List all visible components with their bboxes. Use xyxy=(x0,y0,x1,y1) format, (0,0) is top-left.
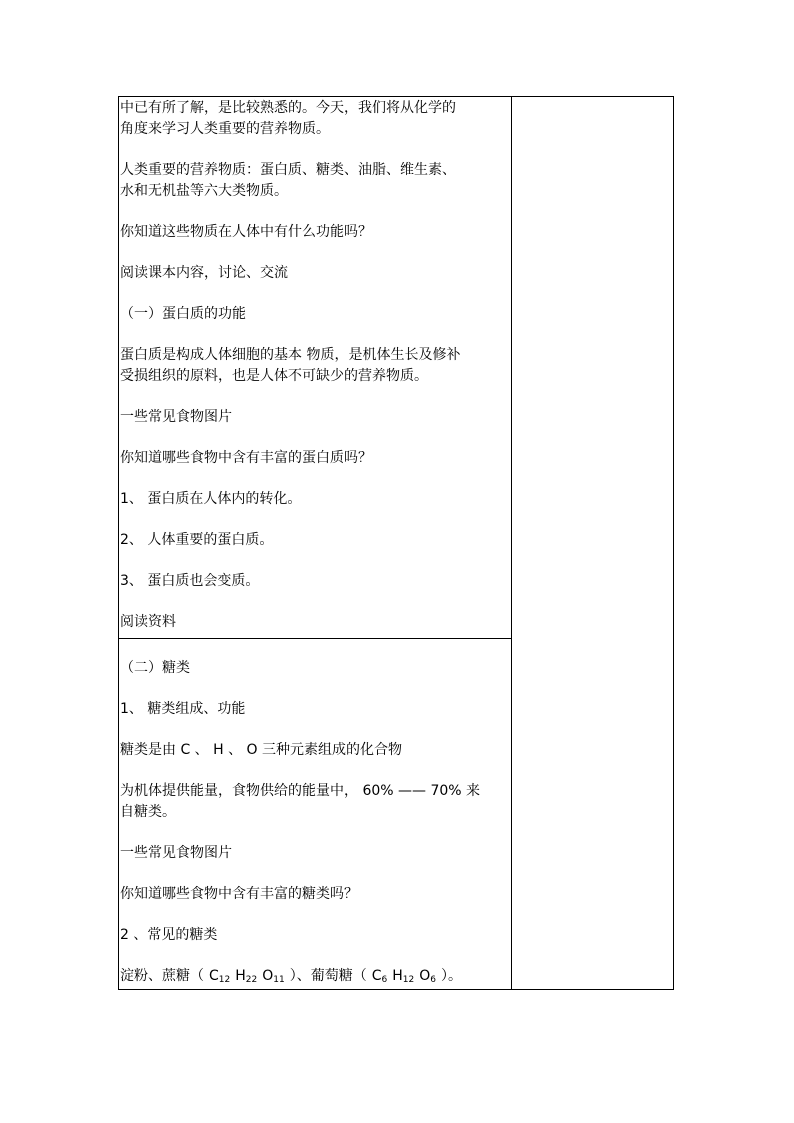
heading-sugar: （二）糖类 xyxy=(120,660,190,676)
heading-protein: （一）蛋白质的功能 xyxy=(120,306,246,322)
intro-paragraph: 中已有所了解，是比较熟悉的。今天，我们将从化学的 角度来学习人类重要的营养物质。 xyxy=(120,100,456,137)
lesson-table xyxy=(118,96,674,990)
common-sugars-line: 淀粉、蔗糖（ $C_{12}$ $H_{22}$ $O_{11}$ ）、葡萄糖（ $C_6$ $H_{12}$ $O_6$ ）。 xyxy=(120,968,462,985)
read-discuss: 阅读课本内容，讨论、交流 xyxy=(120,265,288,281)
glucose-formula: $C_6$ $H_{12}$ $O_6$ xyxy=(371,968,436,985)
food-pictures-label: 一些常见食物图片 xyxy=(120,845,232,861)
content-cell-protein xyxy=(119,98,511,653)
content-cell-sugar xyxy=(119,658,511,1007)
column-divider xyxy=(511,97,512,989)
question-sugar-foods: 你知道哪些食物中含有丰富的糖类吗？ xyxy=(120,886,358,902)
list-item: 1、 蛋白质在人体内的转化。 xyxy=(120,491,302,507)
nutrients-paragraph: 人类重要的营养物质：蛋白质、糖类、油脂、维生素、 水和无机盐等六大类物质。 xyxy=(120,162,456,199)
list-item: 3、 蛋白质也会变质。 xyxy=(120,573,260,589)
list-item: 1、 糖类组成、功能 xyxy=(120,701,246,717)
read-material: 阅读资料 xyxy=(120,614,176,630)
composition-text: 糖类是由 C 、 H 、 O 三种元素组成的化合物 xyxy=(120,742,403,758)
list-item: 2 、常见的糖类 xyxy=(120,927,218,943)
question-function: 你知道这些物质在人体中有什么功能吗？ xyxy=(120,224,372,240)
protein-description: 蛋白质是构成人体细胞的基本 物质，是机体生长及修补 受损组织的原料，也是人体不可缺少的营养物质。 xyxy=(120,347,461,384)
sucrose-formula: $C_{12}$ $H_{22}$ $O_{11}$ xyxy=(209,968,285,985)
list-item: 2、 人体重要的蛋白质。 xyxy=(120,532,274,548)
question-protein-foods: 你知道哪些食物中含有丰富的蛋白质吗？ xyxy=(120,450,372,466)
food-pictures-label: 一些常见食物图片 xyxy=(120,409,232,425)
energy-paragraph: 为机体提供能量，食物供给的能量中， 60% —— 70% 来 自糖类。 xyxy=(120,783,481,820)
